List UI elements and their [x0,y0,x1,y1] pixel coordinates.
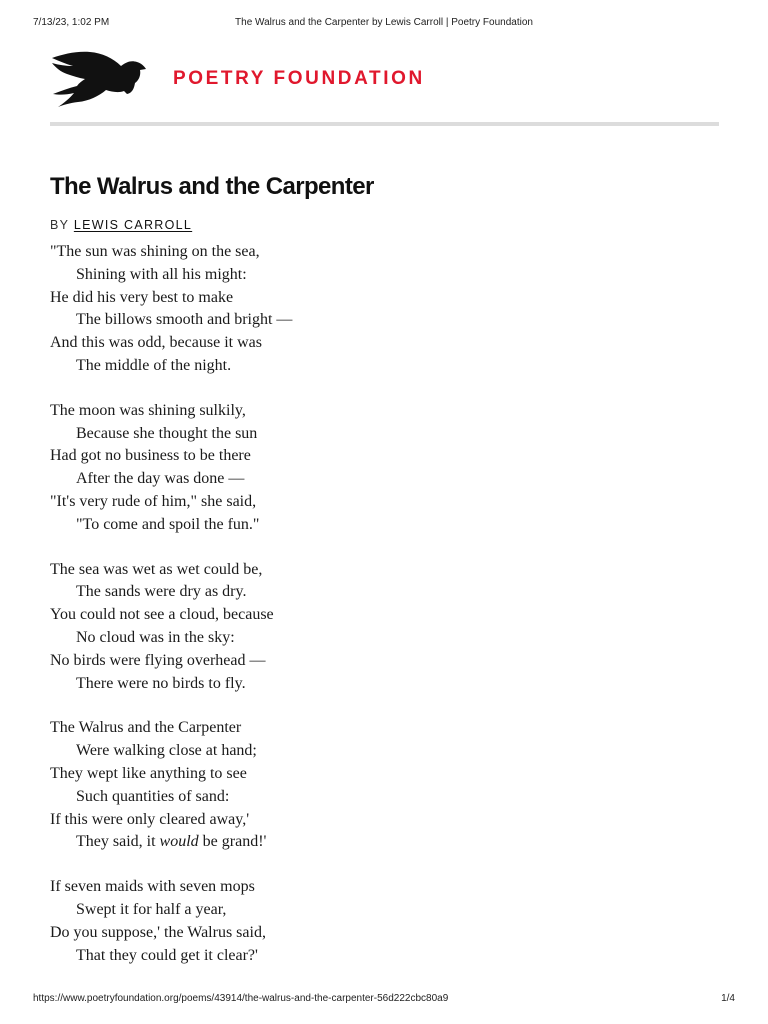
poem-line [50,831,650,854]
stanza [50,559,650,696]
poem-line: The sea was wet as wet could be, [50,560,263,578]
poem-line: If this were only cleared away,' [50,810,250,828]
print-page-title: The Walrus and the Carpenter by Lewis Carroll | Poetry Foundation [235,17,533,28]
poem-line: "It's very rude of him," she said, [50,492,257,510]
poem-line: "To come and spoil the fun." [76,515,260,533]
pegasus-icon [50,48,148,108]
poem-line: They wept like anything to see [50,764,247,782]
poem-line-emphasis: would [159,833,199,851]
poem-line: The Walrus and the Carpenter [50,719,242,737]
print-header [33,17,735,31]
poem-line: Do you suppose,' the Walrus said, [50,923,266,941]
poem-line: After the day was done — [76,470,245,488]
poem-line-text: They said, it [76,833,160,851]
stanza-break [50,537,650,559]
poem-line: Swept it for half a year, [76,900,227,918]
print-timestamp: 7/13/23, 1:02 PM [33,17,110,28]
poem-line: Had got no business to be there [50,447,251,465]
brand-wordmark: POETRY FOUNDATION [173,68,425,89]
stanza [50,876,650,967]
poem-line: You could not see a cloud, because [50,606,274,624]
poem-line: Because she thought the sun [76,424,258,442]
byline [50,218,192,232]
page-number: 1/4 [721,993,735,1004]
site-brand[interactable] [50,48,470,108]
poem-line: There were no birds to fly. [76,674,246,692]
poem-line: The middle of the night. [76,356,232,374]
by-label: BY [50,218,70,232]
header-divider [50,122,719,126]
stanza-break [50,854,650,876]
stanza [50,241,650,378]
poem-line: The sands were dry as dry. [76,583,247,601]
poem-line: "The sun was shining on the sea, [50,243,260,260]
poem-line: No birds were flying overhead — [50,651,266,669]
poem-line: The moon was shining sulkily, [50,401,246,419]
print-footer [33,993,735,1007]
stanza-break [50,695,650,717]
poem-line: No cloud was in the sky: [76,628,235,646]
poem-line: That they could get it clear?' [76,946,258,964]
poem-line: Were walking close at hand; [76,742,257,760]
poem-title: The Walrus and the Carpenter [50,173,374,200]
poem-line: If seven maids with seven mops [50,878,255,896]
poem-line-text: be grand!' [198,833,267,851]
stanza [50,717,650,854]
poem-body [50,241,650,967]
poem-line: Shining with all his might: [76,265,247,283]
stanza-break [50,378,650,400]
poem-line: And this was odd, because it was [50,334,262,352]
author-link[interactable]: LEWIS CARROLL [73,218,193,232]
stanza [50,400,650,537]
poem-line: The billows smooth and bright — [76,311,293,329]
print-url: https://www.poetryfoundation.org/poems/43914/the-walrus-and-the-carpenter-56d222cbc80a9 [33,993,449,1004]
poem-line: He did his very best to make [50,288,234,306]
poem-line: Such quantities of sand: [76,787,230,805]
